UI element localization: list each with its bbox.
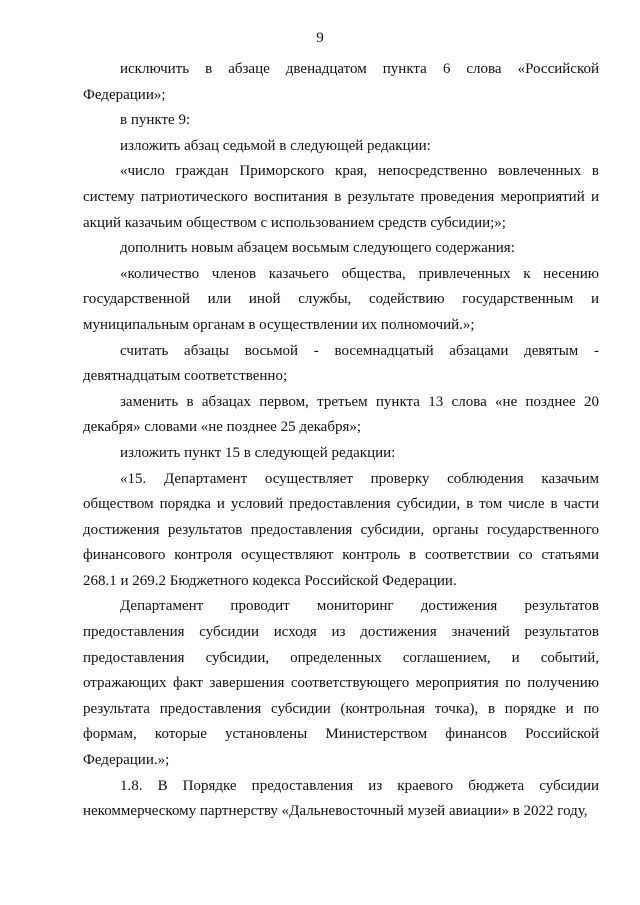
- paragraph-2: в пункте 9:: [120, 112, 191, 129]
- paragraph-1: исключить в абзаце двенадцатом пункта 6 слова «Российской Федерации»;: [83, 61, 599, 103]
- paragraph-7: считать абзацы восьмой - восемнадцатый абзацами девятым - девятнадцатым соответственно;: [83, 342, 599, 385]
- paragraph-9: изложить пункт 15 в следующей редакции:: [120, 444, 396, 461]
- paragraph-11: Департамент проводит мониторинг достижения результатов предоставления субсидии исходя из достижения значений результатов предоставления субсидии, определенных соглашением, и событий, отражающих факт завершения соответствующего мероприятия по получению результата предоставления субсидии (контрольная точка), в порядке и по формам, которые установлены Министерством финансов Российской Федерации.»;: [83, 598, 599, 769]
- document-body: [83, 57, 599, 825]
- paragraph-5: дополнить новым абзацем восьмым следующего содержания:: [120, 240, 515, 257]
- page-number: 9: [316, 30, 324, 46]
- paragraph-12: 1.8. В Порядке предоставления из краевого бюджета субсидии некоммерческому партнерству «Дальневосточный музей авиации» в 2022 году,: [83, 777, 599, 820]
- paragraph-4: «число граждан Приморского края, непосредственно вовлеченных в систему патриотического воспитания в результате проведения мероприятий и акций казачьим обществом с использованием средств субсидии;»;: [83, 163, 599, 231]
- paragraph-8: заменить в абзацах первом, третьем пункта 13 слова «не позднее 20 декабря» словами «не позднее 25 декабря»;: [83, 393, 599, 436]
- paragraph-6: «количество членов казачьего общества, привлеченных к несению государственной или иной службы, содействию государственным и муниципальным органам в осуществлении их полномочий.»;: [83, 265, 599, 333]
- paragraph-10: «15. Департамент осуществляет проверку соблюдения казачьим обществом порядка и условий предоставления субсидии, в том числе в части достижения результатов предоставления субсидии, органы государственного финансового контроля осуществляют контроль в соответствии со статьями 268.1 и 269.2 Бюджетного кодекса Российской Федерации.: [83, 470, 599, 589]
- paragraph-3: изложить абзац седьмой в следующей редакции:: [120, 137, 431, 154]
